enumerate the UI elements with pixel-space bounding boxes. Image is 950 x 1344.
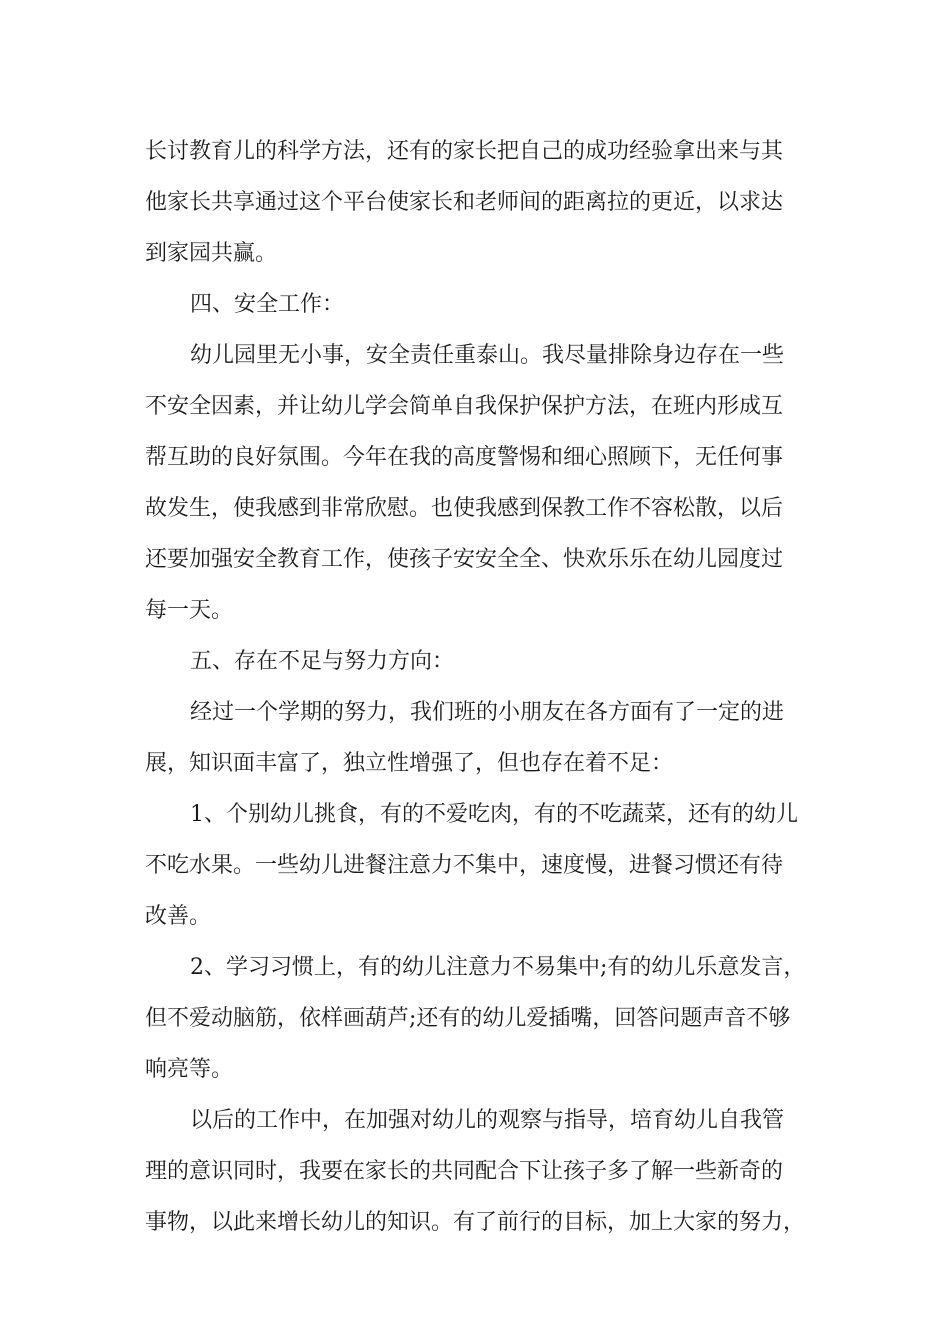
body-text-line: 不安全因素，并让幼儿学会简单自我保护保护方法，在班内形成互 <box>145 394 784 419</box>
body-text-line: 每一天。 <box>145 598 234 623</box>
body-text-line: 他家长共享通过这个平台使家长和老师间的距离拉的更近，以求达 <box>145 190 784 215</box>
body-text-line: 事物，以此来增长幼儿的知识。有了前行的目标，加上大家的努力， <box>145 1210 806 1235</box>
list-item-line: 1、个别幼儿挑食，有的不爱吃肉，有的不吃蔬菜，还有的幼儿 <box>190 802 798 827</box>
list-item-line: 改善。 <box>145 904 212 929</box>
body-text-line: 幼儿园里无小事，安全责任重泰山。我尽量排除身边存在一些 <box>190 343 785 368</box>
body-text-line: 到家园共赢。 <box>145 241 278 266</box>
list-item-line: 不吃水果。一些幼儿进餐注意力不集中，速度慢，进餐习惯还有待 <box>145 853 784 878</box>
body-text-line: 展，知识面丰富了，独立性增强了，但也存在着不足： <box>145 751 674 776</box>
section-heading: 四、安全工作： <box>190 292 345 317</box>
body-text-line: 经过一个学期的努力，我们班的小朋友在各方面有了一定的进 <box>190 700 785 725</box>
body-text-line: 帮互助的良好氛围。今年在我的高度警惕和细心照顾下，无任何事 <box>145 445 784 470</box>
body-text-line: 故发生，使我感到非常欣慰。也使我感到保教工作不容松散，以后 <box>145 496 784 521</box>
body-text-line: 还要加强安全教育工作，使孩子安安全全、快欢乐乐在幼儿园度过 <box>145 547 784 572</box>
list-item-line: 但不爱动脑筋，依样画葫芦;还有的幼儿爱插嘴，回答问题声音不够 <box>145 1006 791 1031</box>
list-item-line: 响亮等。 <box>145 1057 234 1082</box>
list-item-line: 2、学习习惯上，有的幼儿注意力不易集中;有的幼儿乐意发言， <box>190 955 806 980</box>
body-text-line: 以后的工作中，在加强对幼儿的观察与指导，培育幼儿自我管 <box>190 1108 785 1133</box>
section-heading: 五、存在不足与努力方向： <box>190 649 455 674</box>
body-text-line: 理的意识同时，我要在家长的共同配合下让孩子多了解一些新奇的 <box>145 1159 784 1184</box>
body-text-line: 长讨教育儿的科学方法，还有的家长把自己的成功经验拿出来与其 <box>145 139 784 164</box>
